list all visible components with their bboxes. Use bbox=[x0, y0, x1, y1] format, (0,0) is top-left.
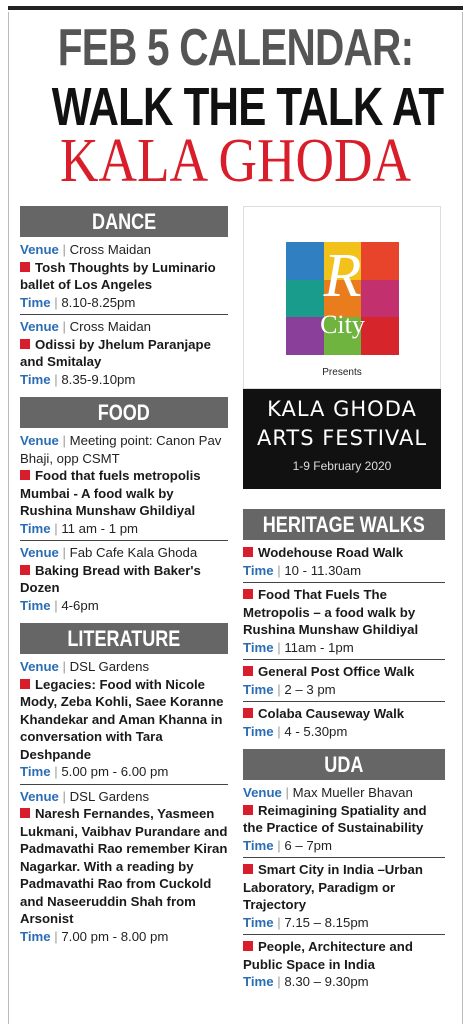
time-line bbox=[243, 562, 445, 580]
time-line bbox=[243, 723, 445, 741]
event-title: Reimagining Spatiality and the Practice of Sustainability bbox=[243, 802, 427, 835]
time-value: 8.35-9.10pm bbox=[61, 371, 136, 387]
time-label: Time bbox=[20, 294, 51, 310]
venue-value: Cross Maidan bbox=[69, 319, 151, 334]
time-line bbox=[243, 639, 445, 657]
venue-line bbox=[20, 241, 228, 259]
section-header bbox=[243, 509, 445, 540]
time-value: 8.10-8.25pm bbox=[61, 294, 136, 310]
separator: | bbox=[62, 659, 66, 674]
bullet-square-icon bbox=[20, 339, 30, 349]
time-label: Time bbox=[243, 639, 274, 655]
section-header bbox=[20, 397, 228, 428]
bullet-square-icon bbox=[243, 941, 253, 951]
bullet-square-icon bbox=[243, 547, 253, 557]
venue-label: Venue bbox=[20, 433, 59, 448]
time-line bbox=[243, 914, 445, 932]
event-title: Food That Fuels The Metropolis – a food walk by Rushina Munshaw Ghildiyal bbox=[243, 587, 419, 637]
time-value: 4-6pm bbox=[61, 597, 99, 613]
event-title-line bbox=[20, 336, 228, 371]
event-entry bbox=[20, 432, 228, 540]
event-entry bbox=[20, 784, 228, 949]
time-label: Time bbox=[20, 764, 51, 779]
time-value: 7.00 pm - 8.00 pm bbox=[61, 928, 169, 944]
event-title: Legacies: Food with Nicole Mody, Zeba Kohli, Saee Koranne Khandekar and Aman Khanna in conversation with Tara Deshpande bbox=[20, 676, 224, 762]
right-sections bbox=[243, 509, 445, 994]
event-title-line bbox=[243, 705, 445, 723]
time-line bbox=[243, 681, 445, 699]
event-title-line bbox=[20, 467, 228, 520]
event-title-line bbox=[20, 259, 228, 294]
separator: | bbox=[54, 294, 58, 310]
venue-value: Cross Maidan bbox=[69, 242, 151, 257]
time-line bbox=[243, 837, 445, 855]
separator: | bbox=[54, 371, 58, 387]
section-header bbox=[243, 749, 445, 780]
venue-label: Venue bbox=[20, 659, 59, 674]
venue-value: Meeting point: Canon Pav Bhaji, opp CSMT bbox=[20, 433, 222, 466]
time-label: Time bbox=[20, 520, 51, 536]
venue-value: Max Mueller Bhavan bbox=[292, 785, 413, 800]
separator: | bbox=[277, 837, 281, 853]
event-entry bbox=[20, 241, 228, 314]
venue-label: Venue bbox=[243, 785, 282, 800]
bullet-square-icon bbox=[20, 262, 30, 272]
venue-label: Venue bbox=[20, 545, 59, 560]
separator: | bbox=[54, 520, 58, 536]
festival-ad bbox=[243, 206, 441, 489]
bullet-square-icon bbox=[20, 470, 30, 480]
event-title: Food that fuels metropolis Mumbai - A food walk by Rushina Munshaw Ghildiyal bbox=[20, 468, 201, 518]
section-title: DANCE bbox=[91, 209, 157, 234]
separator: | bbox=[277, 681, 281, 697]
event-entry bbox=[20, 540, 228, 617]
event-entry bbox=[243, 659, 445, 701]
event-title-line bbox=[20, 562, 228, 597]
headline-line-3: KALA GHODA bbox=[59, 127, 412, 195]
event-title-line bbox=[243, 544, 445, 562]
separator: | bbox=[54, 597, 58, 613]
time-label: Time bbox=[20, 597, 51, 613]
event-entry bbox=[243, 701, 445, 743]
event-entry bbox=[20, 658, 228, 784]
time-label: Time bbox=[243, 914, 274, 930]
separator: | bbox=[277, 914, 281, 930]
event-entry bbox=[243, 857, 445, 934]
event-title-line bbox=[243, 586, 445, 639]
separator: | bbox=[277, 974, 281, 989]
event-entry bbox=[20, 314, 228, 391]
time-line bbox=[20, 597, 228, 615]
rcity-logo-word: City bbox=[320, 310, 365, 339]
bullet-square-icon bbox=[243, 708, 253, 718]
event-title: Tosh Thoughts by Luminario ballet of Los Angeles bbox=[20, 259, 216, 292]
time-line bbox=[243, 973, 445, 991]
ad-logo-panel bbox=[243, 206, 441, 389]
time-label: Time bbox=[243, 681, 274, 697]
separator: | bbox=[277, 723, 281, 739]
venue-label: Venue bbox=[20, 242, 59, 257]
time-value: 5.00 pm - 6.00 pm bbox=[61, 764, 169, 779]
section-header bbox=[20, 206, 228, 237]
event-entry bbox=[243, 544, 445, 582]
venue-value: Fab Cafe Kala Ghoda bbox=[69, 545, 198, 560]
separator: | bbox=[54, 764, 58, 779]
time-value: 10 - 11.30am bbox=[284, 562, 362, 578]
separator: | bbox=[62, 433, 66, 448]
venue-line bbox=[243, 784, 445, 802]
time-line bbox=[20, 294, 228, 312]
section-title: LITERATURE bbox=[67, 626, 181, 651]
event-title: Smart City in India –Urban Laboratory, Paradigm or Trajectory bbox=[243, 862, 423, 912]
time-value: 7.15 – 8.15pm bbox=[284, 914, 369, 930]
time-value: 6 – 7pm bbox=[284, 837, 332, 853]
event-entry bbox=[243, 784, 445, 857]
ad-title-line-1: KALA GHODA bbox=[267, 397, 417, 421]
time-label: Time bbox=[20, 371, 51, 387]
headline-line-2: WALK THE TALK AT bbox=[51, 77, 444, 137]
venue-line bbox=[20, 788, 228, 806]
bullet-square-icon bbox=[243, 589, 253, 599]
separator: | bbox=[277, 639, 281, 655]
time-line bbox=[20, 763, 228, 781]
event-entry bbox=[243, 934, 445, 994]
ad-presents: Presents bbox=[322, 367, 362, 378]
ad-title-line-2: ARTS FESTIVAL bbox=[256, 426, 428, 450]
time-value: 11 am - 1 pm bbox=[61, 520, 139, 536]
ad-dates: 1-9 February 2020 bbox=[292, 459, 392, 473]
rcity-logo-letter: R bbox=[323, 242, 362, 310]
venue-label: Venue bbox=[20, 319, 59, 334]
event-title-line bbox=[243, 938, 445, 973]
bullet-square-icon bbox=[20, 565, 30, 575]
event-title: Baking Bread with Baker's Dozen bbox=[20, 562, 201, 595]
event-title-line bbox=[243, 861, 445, 914]
time-label: Time bbox=[243, 562, 274, 578]
time-value: 11am - 1pm bbox=[284, 639, 354, 655]
event-entry bbox=[243, 582, 445, 659]
event-title: Odissi by Jhelum Paranjape and Smitalay bbox=[20, 336, 211, 369]
time-label: Time bbox=[243, 974, 274, 989]
event-title: People, Architecture and Public Space in India bbox=[243, 939, 413, 972]
bullet-square-icon bbox=[20, 679, 30, 689]
venue-value: DSL Gardens bbox=[69, 788, 150, 804]
section-title: UDA bbox=[324, 752, 364, 777]
venue-value: DSL Gardens bbox=[69, 659, 150, 674]
left-column bbox=[20, 206, 228, 948]
time-value: 8.30 – 9.30pm bbox=[284, 974, 369, 989]
bullet-square-icon bbox=[20, 808, 30, 818]
time-line bbox=[20, 928, 228, 946]
time-line bbox=[20, 371, 228, 389]
time-label: Time bbox=[243, 837, 274, 853]
venue-line bbox=[20, 658, 228, 676]
time-label: Time bbox=[20, 928, 51, 944]
separator: | bbox=[62, 545, 66, 560]
separator: | bbox=[285, 785, 289, 800]
venue-line bbox=[20, 544, 228, 562]
section-title: FOOD bbox=[97, 400, 151, 425]
event-title: Naresh Fernandes, Yasmeen Lukmani, Vaibhav Purandare and Padmavathi Rao remember Kiran Nagarkar. With a reading by Padmavathi Rao from Cuckold and Naseeruddin Shah from Arsonist bbox=[20, 806, 228, 926]
event-title: Colaba Causeway Walk bbox=[258, 706, 405, 721]
bullet-square-icon bbox=[243, 805, 253, 815]
bullet-square-icon bbox=[243, 864, 253, 874]
event-title-line bbox=[20, 676, 228, 764]
event-title-line bbox=[243, 802, 445, 837]
event-title-line bbox=[20, 805, 228, 928]
separator: | bbox=[62, 242, 66, 257]
time-label: Time bbox=[243, 723, 274, 739]
separator: | bbox=[54, 928, 58, 944]
event-title: General Post Office Walk bbox=[258, 664, 415, 679]
separator: | bbox=[62, 319, 66, 334]
bullet-square-icon bbox=[243, 666, 253, 676]
venue-line bbox=[20, 318, 228, 336]
top-rule bbox=[8, 6, 463, 10]
headline-line-1: FEB 5 CALENDAR: bbox=[57, 19, 414, 77]
time-line bbox=[20, 520, 228, 538]
event-title-line bbox=[243, 663, 445, 681]
event-title: Wodehouse Road Walk bbox=[258, 545, 404, 560]
separator: | bbox=[62, 788, 66, 804]
right-column bbox=[243, 206, 445, 994]
section-header bbox=[20, 623, 228, 654]
separator: | bbox=[277, 562, 281, 578]
venue-label: Venue bbox=[20, 788, 59, 804]
time-value: 4 - 5.30pm bbox=[284, 723, 348, 739]
section-title: HERITAGE WALKS bbox=[262, 512, 426, 537]
time-value: 2 – 3 pm bbox=[284, 681, 336, 697]
venue-line bbox=[20, 432, 228, 467]
